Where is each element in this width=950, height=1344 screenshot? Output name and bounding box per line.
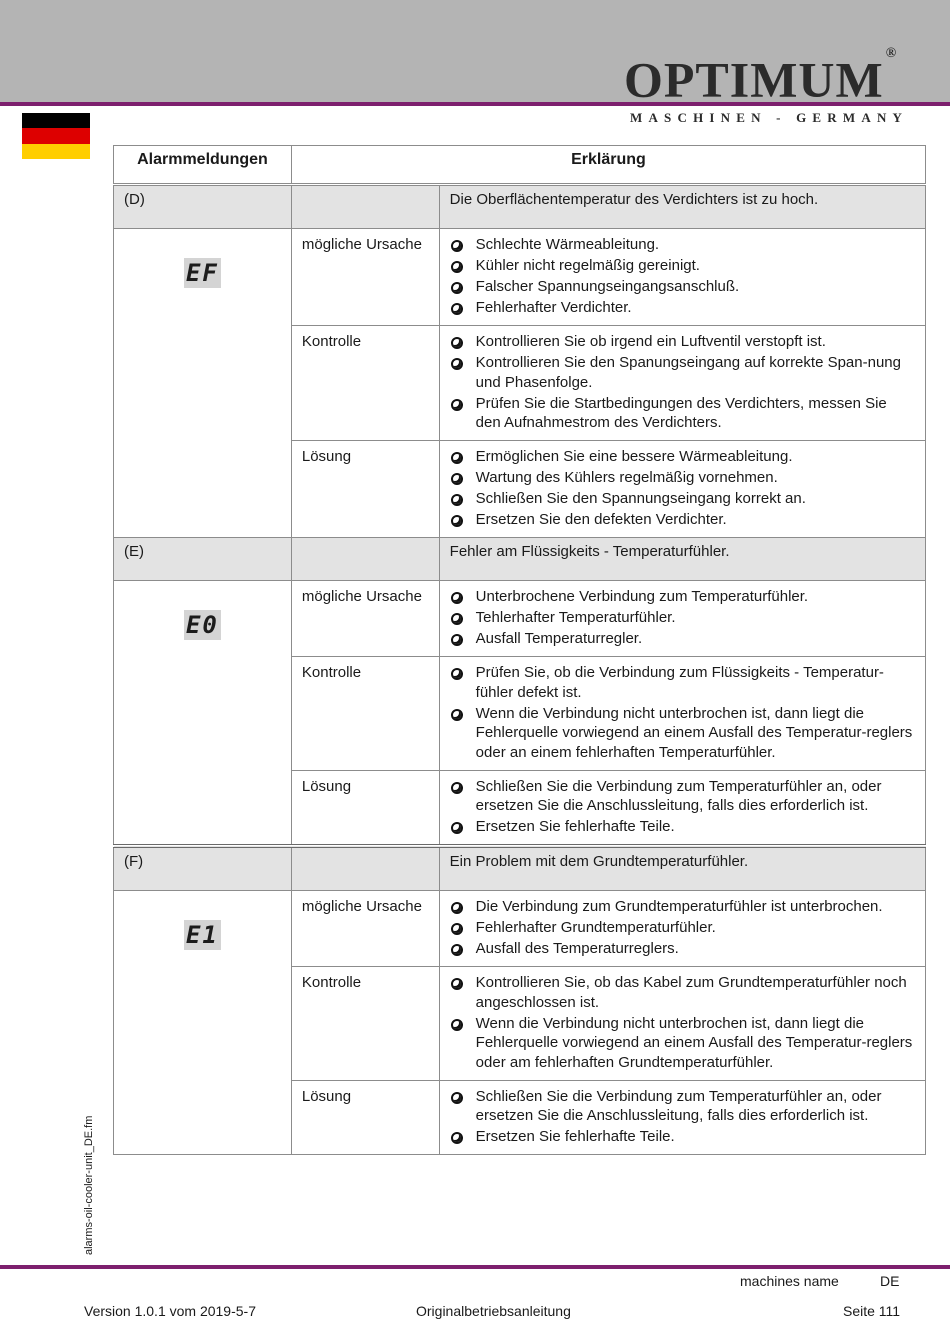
list-item: Schlechte Wärmeableitung. (450, 235, 915, 255)
list-item: Tehlerhafter Temperaturfühler. (450, 608, 915, 628)
section-spacer (291, 846, 439, 891)
display-code-cell (114, 581, 292, 847)
table-row (114, 581, 926, 657)
footer-divider (0, 1265, 950, 1269)
list-item: Ausfall Temperaturregler. (450, 629, 915, 649)
row-items (439, 441, 925, 538)
list-item: Fehlerhafter Grundtemperaturfühler. (450, 918, 915, 938)
display-code: E0 (185, 611, 219, 639)
brand-tagline: MASCHINEN - GERMANY (630, 110, 909, 125)
row-items (439, 1080, 925, 1155)
display-code: E1 (185, 921, 219, 949)
brand-logo: OPTIMUM ® (624, 46, 898, 108)
list-item: Ersetzen Sie den defekten Verdichter. (450, 510, 915, 530)
row-label: mögliche Ursache (291, 581, 439, 657)
list-item: Kontrollieren Sie den Spanungseingang auf korrekte Span-nung und Phasenfolge. (450, 353, 915, 392)
row-items (439, 326, 925, 441)
list-item: Prüfen Sie, ob die Verbindung zum Flüssigkeits - Temperatur-fühler defekt ist. (450, 663, 915, 702)
column-header-explanation: Erklärung (291, 146, 925, 185)
alarm-table (113, 145, 926, 1155)
list-item: Kontrollieren Sie, ob das Kabel zum Grundtemperaturfühler noch angeschlossen ist. (450, 973, 915, 1012)
section-spacer (291, 538, 439, 581)
list-item: Prüfen Sie die Startbedingungen des Verdichters, messen Sie den Aufnahmestrom des Verdichters. (450, 394, 915, 433)
table-row (114, 891, 926, 967)
version-info: Version 1.0.1 vom 2019-5-7 (84, 1303, 256, 1319)
row-items (439, 229, 925, 326)
display-code-cell (114, 891, 292, 1155)
row-items (439, 770, 925, 846)
row-items (439, 891, 925, 967)
list-item: Wartung des Kühlers regelmäßig vornehmen. (450, 468, 915, 488)
german-flag-icon (22, 113, 90, 159)
list-item: Ersetzen Sie fehlerhafte Teile. (450, 1127, 915, 1147)
list-item: Wenn die Verbindung nicht unterbrochen ist, dann liegt die Fehlerquelle vorwiegend an einem Ausfall des Temperatur-reglers oder am fehlerhaften Grundtemperaturfühler. (450, 1014, 915, 1073)
row-label: mögliche Ursache (291, 229, 439, 326)
row-items (439, 967, 925, 1081)
row-items (439, 581, 925, 657)
list-item: Fehlerhafter Verdichter. (450, 298, 915, 318)
row-label: Lösung (291, 441, 439, 538)
row-items (439, 657, 925, 771)
list-item: Ermöglichen Sie eine bessere Wärmeableitung. (450, 447, 915, 467)
display-code: EF (185, 259, 219, 287)
list-item: Die Verbindung zum Grundtemperaturfühler ist unterbrochen. (450, 897, 915, 917)
list-item: Schließen Sie den Spannungseingang korrekt an. (450, 489, 915, 509)
document-type: Originalbetriebsanleitung (416, 1303, 571, 1319)
column-header-alarms: Alarmmeldungen (114, 146, 292, 185)
list-item: Schließen Sie die Verbindung zum Temperaturfühler an, oder ersetzen Sie die Anschlussleitung, falls dies erforderlich ist. (450, 1087, 915, 1126)
section-header-row (114, 185, 926, 229)
display-code-cell (114, 229, 292, 538)
section-header-row (114, 846, 926, 891)
page-number: Seite 111 (843, 1303, 901, 1319)
row-label: mögliche Ursache (291, 891, 439, 967)
row-label: Lösung (291, 770, 439, 846)
row-label: Kontrolle (291, 657, 439, 771)
list-item: Ersetzen Sie fehlerhafte Teile. (450, 817, 915, 837)
section-spacer (291, 185, 439, 229)
row-label: Kontrolle (291, 326, 439, 441)
list-item: Falscher Spannungseingangsanschluß. (450, 277, 915, 297)
row-label: Lösung (291, 1080, 439, 1155)
section-id: (F) (114, 846, 292, 891)
section-description: Ein Problem mit dem Grundtemperaturfühler. (439, 846, 925, 891)
machine-name: machines name (740, 1273, 839, 1289)
list-item: Kontrollieren Sie ob irgend ein Luftventil verstopft ist. (450, 332, 915, 352)
section-description: Fehler am Flüssigkeits - Temperaturfühler. (439, 538, 925, 581)
row-label: Kontrolle (291, 967, 439, 1081)
table-row (114, 229, 926, 326)
section-description: Die Oberflächentemperatur des Verdichters ist zu hoch. (439, 185, 925, 229)
section-id: (D) (114, 185, 292, 229)
language-code: DE (880, 1273, 900, 1289)
list-item: Kühler nicht regelmäßig gereinigt. (450, 256, 915, 276)
list-item: Wenn die Verbindung nicht unterbrochen ist, dann liegt die Fehlerquelle vorwiegend an einem Ausfall des Temperatur-reglers oder an einem fehlerhaften Temperaturfühler. (450, 704, 915, 763)
section-id: (E) (114, 538, 292, 581)
list-item: Ausfall des Temperaturreglers. (450, 939, 915, 959)
section-header-row (114, 538, 926, 581)
list-item: Schließen Sie die Verbindung zum Temperaturfühler an, oder ersetzen Sie die Anschlussleitung, falls dies erforderlich ist. (450, 777, 915, 816)
file-label: alarms-oil-cooler-unit_DE.fm (83, 1115, 95, 1255)
list-item: Unterbrochene Verbindung zum Temperaturfühler. (450, 587, 915, 607)
